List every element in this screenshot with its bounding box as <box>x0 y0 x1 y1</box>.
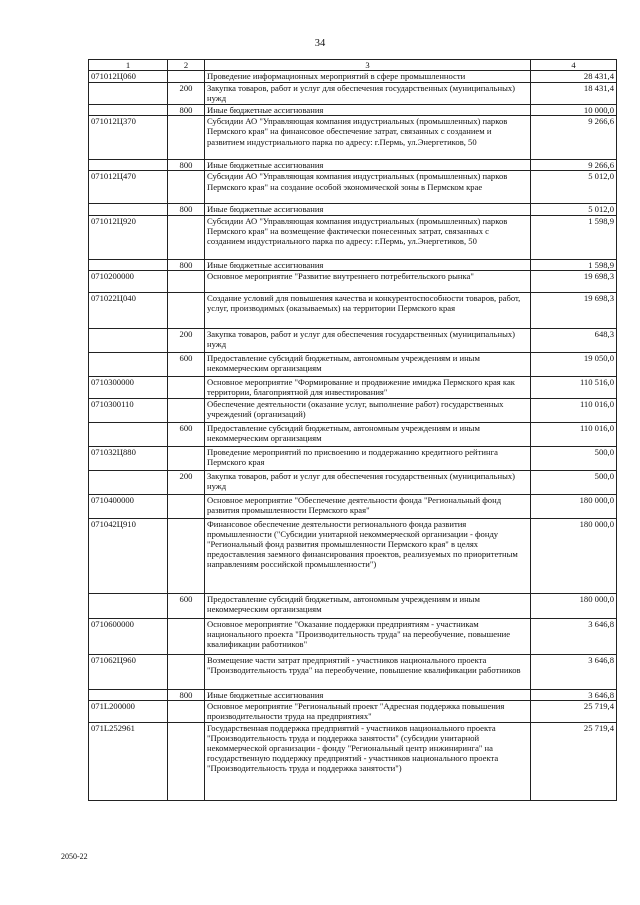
amount: 500,0 <box>531 470 617 494</box>
item-name: Иные бюджетные ассигнования <box>205 105 531 116</box>
classification-code: 071012Ц920 <box>89 215 168 259</box>
item-name: Иные бюджетные ассигнования <box>205 259 531 270</box>
amount: 18 431,4 <box>531 83 617 105</box>
classification-code <box>89 352 168 376</box>
classification-code <box>89 689 168 700</box>
table-row <box>89 722 617 800</box>
item-name: Государственная поддержка предприятий - участников национального проекта "Производительность труда и поддержка занятости" (субсидии унитарной некоммерческой организации - фонду "Региональный центр инжиниринга" на государственную поддержку предприятий - участников национального проекта "Производительность труда и поддержка занятости") <box>205 722 531 800</box>
table-body <box>89 71 617 801</box>
amount: 9 266,6 <box>531 160 617 171</box>
classification-code: 071L252961 <box>89 722 168 800</box>
table-row <box>89 352 617 376</box>
expense-type-code: 800 <box>168 259 205 270</box>
amount: 28 431,4 <box>531 71 617 83</box>
amount: 25 719,4 <box>531 700 617 722</box>
table-row <box>89 270 617 292</box>
table-row <box>89 328 617 352</box>
classification-code: 071022Ц040 <box>89 292 168 328</box>
amount: 648,3 <box>531 328 617 352</box>
table-row <box>89 292 617 328</box>
item-name: Закупка товаров, работ и услуг для обеспечения государственных (муниципальных) нужд <box>205 470 531 494</box>
amount: 19 698,3 <box>531 270 617 292</box>
amount: 3 646,8 <box>531 618 617 654</box>
expense-type-code <box>168 376 205 398</box>
classification-code <box>89 422 168 446</box>
item-name: Иные бюджетные ассигнования <box>205 689 531 700</box>
expense-type-code <box>168 171 205 204</box>
table-row <box>89 654 617 689</box>
expense-type-code <box>168 270 205 292</box>
table-row <box>89 83 617 105</box>
expense-type-code <box>168 700 205 722</box>
item-name: Возмещение части затрат предприятий - участников национального проекта "Производительность труда" на переобучение, повышение квалификации работников <box>205 654 531 689</box>
amount: 110 016,0 <box>531 422 617 446</box>
expense-type-code: 200 <box>168 328 205 352</box>
classification-code: 071062Ц960 <box>89 654 168 689</box>
footer-document-code: 2050-22 <box>61 852 88 861</box>
table-row <box>89 700 617 722</box>
item-name: Субсидии АО "Управляющая компания индустриальных (промышленных) парков Пермского края" на финансовое обеспечение затрат, связанных с созданием и развитием индустриального парка по адресу: г.Пермь, ул.Энергетиков, 50 <box>205 116 531 160</box>
item-name: Субсидии АО "Управляющая компания индустриальных (промышленных) парков Пермского края" на создание особой экономической зоны в Пермском крае <box>205 171 531 204</box>
table-row <box>89 470 617 494</box>
expense-type-code <box>168 654 205 689</box>
expense-type-code <box>168 116 205 160</box>
expense-type-code: 800 <box>168 160 205 171</box>
amount: 180 000,0 <box>531 518 617 593</box>
table-row <box>89 618 617 654</box>
item-name: Иные бюджетные ассигнования <box>205 160 531 171</box>
classification-code: 0710300000 <box>89 376 168 398</box>
budget-table <box>88 59 617 801</box>
amount: 110 016,0 <box>531 398 617 422</box>
amount: 19 050,0 <box>531 352 617 376</box>
expense-type-code <box>168 518 205 593</box>
table-row <box>89 689 617 700</box>
table-row <box>89 518 617 593</box>
classification-code <box>89 204 168 215</box>
classification-code <box>89 470 168 494</box>
expense-type-code: 200 <box>168 83 205 105</box>
expense-type-code: 800 <box>168 204 205 215</box>
classification-code: 071012Ц470 <box>89 171 168 204</box>
column-header: 3 <box>205 60 531 71</box>
item-name: Основное мероприятие "Формирование и продвижение имиджа Пермского края как территории, благоприятной для инвестирования" <box>205 376 531 398</box>
table-row <box>89 116 617 160</box>
column-header: 2 <box>168 60 205 71</box>
item-name: Предоставление субсидий бюджетным, автономным учреждениям и иным некоммерческим организациям <box>205 352 531 376</box>
classification-code: 0710300110 <box>89 398 168 422</box>
amount: 180 000,0 <box>531 593 617 618</box>
amount: 110 516,0 <box>531 376 617 398</box>
amount: 19 698,3 <box>531 292 617 328</box>
item-name: Предоставление субсидий бюджетным, автономным учреждениям и иным некоммерческим организациям <box>205 422 531 446</box>
item-name: Финансовое обеспечение деятельности регионального фонда развития промышленности ("Субсидии унитарной некоммерческой организации - фонду "Региональный фонд развития промышленности Пермского края" в целях предоставления заемного финансирования проектов, реализуемых по приоритетным направлениям российской промышленности") <box>205 518 531 593</box>
expense-type-code <box>168 494 205 518</box>
expense-type-code <box>168 618 205 654</box>
classification-code <box>89 83 168 105</box>
item-name: Проведение мероприятий по присвоению и поддержанию кредитного рейтинга Пермского края <box>205 446 531 470</box>
table-row <box>89 422 617 446</box>
expense-type-code <box>168 215 205 259</box>
expense-type-code: 600 <box>168 422 205 446</box>
classification-code: 0710200000 <box>89 270 168 292</box>
expense-type-code <box>168 292 205 328</box>
expense-type-code <box>168 398 205 422</box>
classification-code: 071032Ц880 <box>89 446 168 470</box>
amount: 1 598,9 <box>531 259 617 270</box>
table-row <box>89 171 617 204</box>
item-name: Иные бюджетные ассигнования <box>205 204 531 215</box>
table-row <box>89 71 617 83</box>
item-name: Основное мероприятие "Обеспечение деятельности фонда "Региональный фонд развития промышленности Пермского края" <box>205 494 531 518</box>
classification-code <box>89 160 168 171</box>
expense-type-code: 200 <box>168 470 205 494</box>
item-name: Субсидии АО "Управляющая компания индустриальных (промышленных) парков Пермского края" на возмещение фактически понесенных затрат, связанных с созданием индустриального парка по адресу: г.Пермь, ул.Энергетиков, 50 <box>205 215 531 259</box>
column-header: 4 <box>531 60 617 71</box>
item-name: Основное мероприятие "Оказание поддержки предприятиям - участникам национального проекта "Производительность труда" на переобучение, повышение квалификации работников" <box>205 618 531 654</box>
expense-type-code <box>168 722 205 800</box>
item-name: Закупка товаров, работ и услуг для обеспечения государственных (муниципальных) нужд <box>205 83 531 105</box>
expense-type-code: 600 <box>168 352 205 376</box>
table-row <box>89 215 617 259</box>
table-row <box>89 160 617 171</box>
header-row <box>89 60 617 71</box>
classification-code <box>89 105 168 116</box>
item-name: Проведение информационных мероприятий в сфере промышленности <box>205 71 531 83</box>
classification-code: 0710600000 <box>89 618 168 654</box>
amount: 5 012,0 <box>531 171 617 204</box>
table-row <box>89 204 617 215</box>
amount: 9 266,6 <box>531 116 617 160</box>
amount: 3 646,8 <box>531 689 617 700</box>
expense-type-code: 600 <box>168 593 205 618</box>
column-header: 1 <box>89 60 168 71</box>
table-row <box>89 494 617 518</box>
item-name: Основное мероприятие "Региональный проект "Адресная поддержка повышения производительности труда на предприятиях" <box>205 700 531 722</box>
item-name: Основное мероприятие "Развитие внутреннего потребительского рынка" <box>205 270 531 292</box>
expense-type-code <box>168 446 205 470</box>
classification-code: 071L200000 <box>89 700 168 722</box>
amount: 25 719,4 <box>531 722 617 800</box>
classification-code <box>89 328 168 352</box>
classification-code: 071042Ц910 <box>89 518 168 593</box>
classification-code <box>89 259 168 270</box>
table-row <box>89 105 617 116</box>
amount: 180 000,0 <box>531 494 617 518</box>
item-name: Предоставление субсидий бюджетным, автономным учреждениям и иным некоммерческим организациям <box>205 593 531 618</box>
table-row <box>89 446 617 470</box>
classification-code: 0710400000 <box>89 494 168 518</box>
expense-type-code: 800 <box>168 689 205 700</box>
classification-code: 071012Ц370 <box>89 116 168 160</box>
table-row <box>89 376 617 398</box>
amount: 500,0 <box>531 446 617 470</box>
table-row <box>89 398 617 422</box>
table-row <box>89 593 617 618</box>
table-row <box>89 259 617 270</box>
item-name: Создание условий для повышения качества и конкурентоспособности товаров, работ, услуг, производимых (оказываемых) на территории Пермского края <box>205 292 531 328</box>
expense-type-code <box>168 71 205 83</box>
amount: 1 598,9 <box>531 215 617 259</box>
item-name: Закупка товаров, работ и услуг для обеспечения государственных (муниципальных) нужд <box>205 328 531 352</box>
amount: 5 012,0 <box>531 204 617 215</box>
amount: 3 646,8 <box>531 654 617 689</box>
amount: 10 000,0 <box>531 105 617 116</box>
expense-type-code: 800 <box>168 105 205 116</box>
classification-code: 071012Ц060 <box>89 71 168 83</box>
item-name: Обеспечение деятельности (оказание услуг, выполнение работ) государственных учреждений (организаций) <box>205 398 531 422</box>
page-number: 34 <box>314 38 326 49</box>
classification-code <box>89 593 168 618</box>
